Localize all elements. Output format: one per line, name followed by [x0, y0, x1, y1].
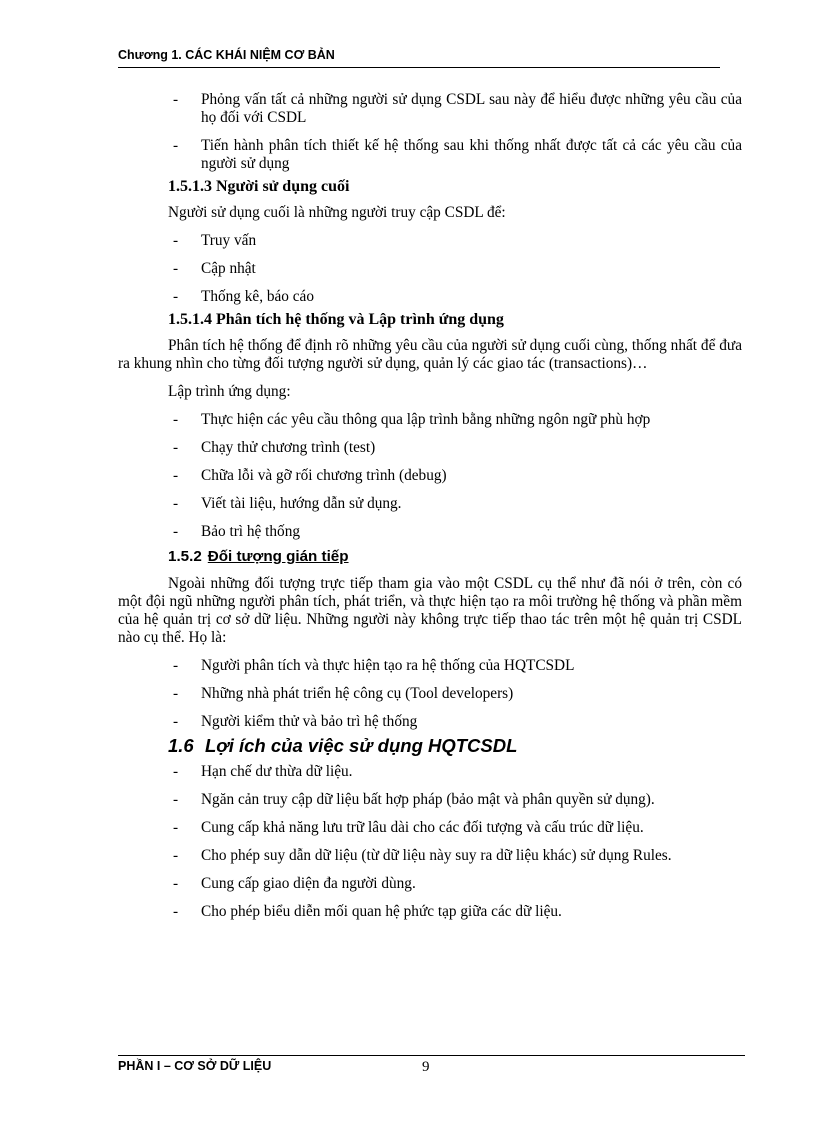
- list-item-text: Ngăn cản truy cập dữ liệu bất hợp pháp (bảo mật và phân quyền sử dụng).: [201, 791, 655, 808]
- list-item: [168, 523, 742, 541]
- bullet-marker: -: [173, 713, 179, 730]
- list-item: [168, 847, 742, 865]
- section-intro: Lập trình ứng dụng:: [168, 383, 291, 400]
- list-item: [168, 411, 742, 429]
- bullet-marker: -: [173, 137, 179, 154]
- list-item: [168, 763, 742, 781]
- bullet-marker: -: [173, 288, 179, 305]
- list-item-text: Phỏng vấn tất cả những người sử dụng CSDL sau này để hiểu được những yêu cầu của họ đối với CSDL: [201, 91, 742, 126]
- list-item-text: Những nhà phát triển hệ công cụ (Tool developers): [201, 685, 514, 702]
- page-header: [118, 46, 720, 68]
- section-intro: Người sử dụng cuối là những người truy cập CSDL để:: [168, 204, 506, 221]
- list-item-text: Truy vấn: [201, 232, 257, 249]
- list-item-text: Cho phép biểu diễn mối quan hệ phức tạp giữa các dữ liệu.: [201, 903, 562, 920]
- bullet-marker: -: [173, 411, 179, 428]
- list-item-text: Hạn chế dư thừa dữ liệu.: [201, 763, 353, 780]
- part-title: PHẦN I – CƠ SỞ DỮ LIỆU: [118, 1059, 272, 1073]
- bullet-marker: -: [173, 91, 179, 108]
- bullet-marker: -: [173, 495, 179, 512]
- list-item: [168, 903, 742, 921]
- section-number: 1.5.2: [168, 548, 202, 565]
- page-content: [118, 91, 742, 931]
- section-title: Đối tượng gián tiếp: [207, 548, 349, 565]
- list-item: [168, 713, 742, 731]
- list-item: [168, 791, 742, 809]
- bullet-marker: -: [173, 232, 179, 249]
- list-item-text: Người kiểm thử và bảo trì hệ thống: [201, 713, 418, 730]
- list-item-text: Người phân tích và thực hiện tạo ra hệ thống của HQTCSDL: [201, 657, 575, 674]
- section-heading-152: [168, 547, 742, 567]
- list-item: [168, 91, 742, 127]
- bullet-marker: -: [173, 791, 179, 808]
- list-item: [168, 495, 742, 513]
- list-item-text: Thực hiện các yêu cầu thông qua lập trình bằng những ngôn ngữ phù hợp: [201, 411, 651, 428]
- list-item: [168, 657, 742, 675]
- list-item: [168, 819, 742, 837]
- bullet-marker: -: [173, 657, 179, 674]
- section-heading-1513: 1.5.1.3 Người sử dụng cuối: [168, 178, 350, 195]
- list-item: [168, 232, 742, 250]
- list-item-text: Chạy thử chương trình (test): [201, 439, 376, 456]
- list-item-text: Thống kê, báo cáo: [201, 288, 314, 305]
- bullet-marker: -: [173, 903, 179, 920]
- list-item: [168, 685, 742, 703]
- page-footer: [118, 1055, 745, 1076]
- list-item: [168, 260, 742, 278]
- bullet-marker: -: [173, 685, 179, 702]
- paragraph: Ngoài những đối tượng trực tiếp tham gia vào một CSDL cụ thể như đã nói ở trên, còn có một đội ngũ những người phân tích, phát triển, và thực hiện tạo ra môi trường hệ thống và phần mềm của hệ quản trị cơ sở dữ liệu. Những người này không trực tiếp thao tác trên một hệ quản trị CSDL nào cụ thể. Họ là:: [118, 575, 742, 646]
- list-item: [168, 288, 742, 306]
- bullet-marker: -: [173, 467, 179, 484]
- page-number: 9: [422, 1059, 430, 1075]
- bullet-marker: -: [173, 847, 179, 864]
- bullet-marker: -: [173, 523, 179, 540]
- section-number: 1.6: [168, 735, 194, 756]
- list-item-text: Cung cấp giao diện đa người dùng.: [201, 875, 416, 892]
- bullet-marker: -: [173, 875, 179, 892]
- section-heading-16: [168, 735, 742, 757]
- bullet-marker: -: [173, 439, 179, 456]
- bullet-marker: -: [173, 819, 179, 836]
- section-heading-1514: 1.5.1.4 Phân tích hệ thống và Lập trình ứng dụng: [168, 311, 504, 328]
- list-item-text: Cho phép suy dẫn dữ liệu (từ dữ liệu này suy ra dữ liệu khác) sử dụng Rules.: [201, 847, 672, 864]
- list-item-text: Viết tài liệu, hướng dẫn sử dụng.: [201, 495, 402, 512]
- list-item-text: Bảo trì hệ thống: [201, 523, 300, 540]
- paragraph: Phân tích hệ thống để định rõ những yêu cầu của người sử dụng cuối cùng, thống nhất để đưa ra khung nhìn cho từng đối tượng người sử dụng, quản lý các giao tác (transactions)…: [118, 337, 742, 372]
- chapter-title: Chương 1. CÁC KHÁI NIỆM CƠ BẢN: [118, 48, 335, 62]
- list-item: [168, 439, 742, 457]
- list-item: [168, 467, 742, 485]
- bullet-marker: -: [173, 260, 179, 277]
- list-item: [168, 875, 742, 893]
- list-item: [168, 137, 742, 173]
- bullet-marker: -: [173, 763, 179, 780]
- list-item-text: Chữa lỗi và gỡ rối chương trình (debug): [201, 467, 447, 484]
- list-item-text: Tiến hành phân tích thiết kế hệ thống sau khi thống nhất được tất cả các yêu cầu của người sử dụng: [201, 137, 742, 172]
- list-item-text: Cập nhật: [201, 260, 256, 277]
- section-title: Lợi ích của việc sử dụng HQTCSDL: [205, 735, 518, 756]
- list-item-text: Cung cấp khả năng lưu trữ lâu dài cho các đối tượng và cấu trúc dữ liệu.: [201, 819, 644, 836]
